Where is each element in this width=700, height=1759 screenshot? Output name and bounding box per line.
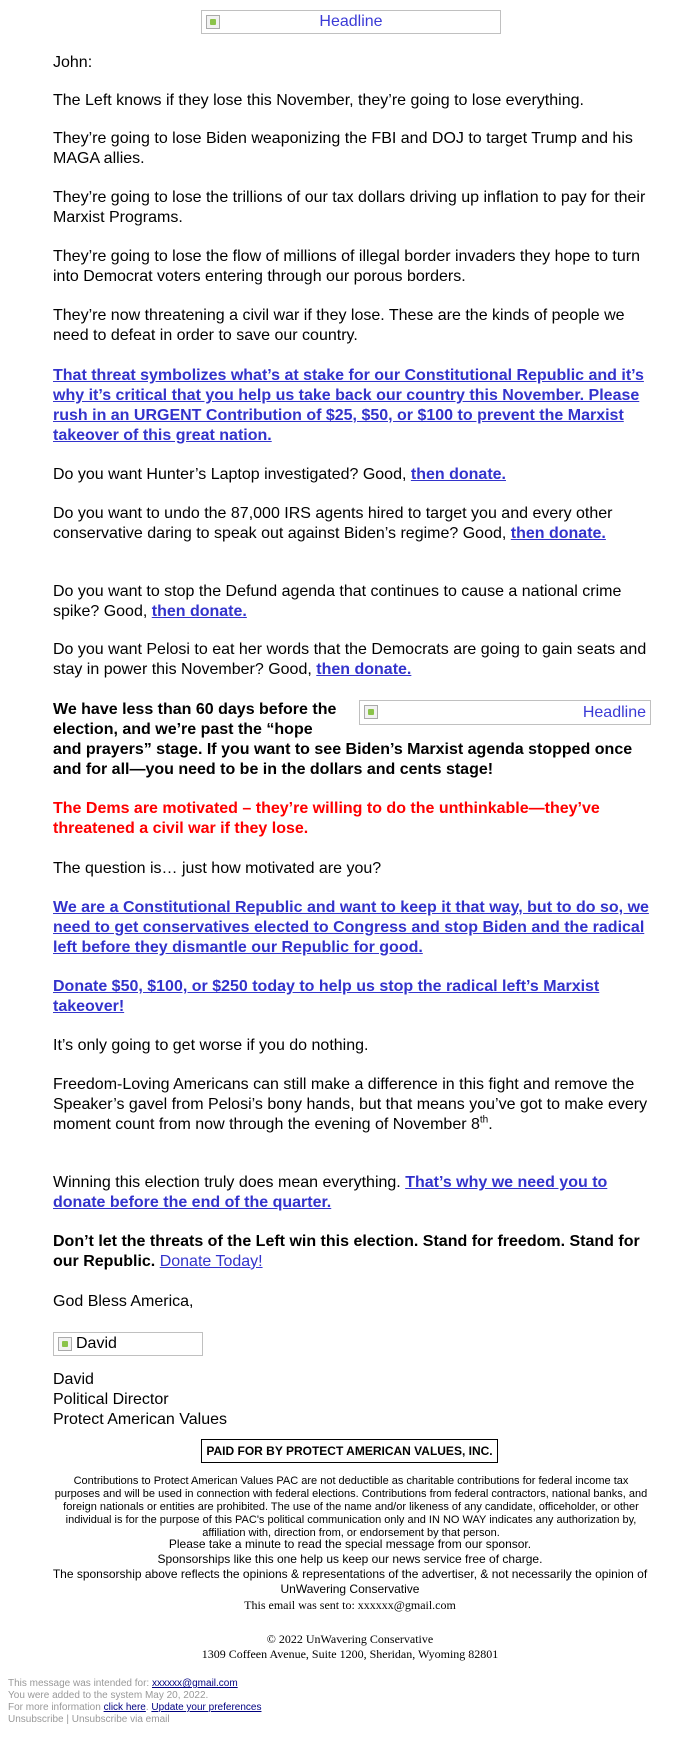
freedom-paragraph: [53, 1075, 653, 1135]
footer-unsubscribe: [8, 1714, 408, 1726]
signature-title: Political Director: [53, 1391, 169, 1408]
link-paragraph-republic: [53, 898, 653, 958]
footer-separator: |: [63, 1714, 72, 1725]
sponsor-line-2: Sponsorships like this one help us keep our news service free of charge.: [157, 1552, 543, 1566]
quarter-donate-link[interactable]: That’s why we need you to donate before the end of the quarter.: [53, 1174, 608, 1211]
paragraph-5: They’re now threatening a civil war if they lose. These are the kinds of people we need to defeat in order to save our country.: [53, 307, 625, 344]
headline-image: [201, 10, 501, 34]
freedom-text: Freedom-Loving Americans can still make a difference in this fight and remove the Speaker’s gavel from Pelosi’s bony hands, but that means you’ve got to make every moment count from now through the evening of November 8: [53, 1076, 648, 1133]
signature-image: [53, 1332, 203, 1356]
republic-link[interactable]: We are a Constitutional Republic and want to keep it that way, but to do so, we need to get conservatives elected to Congress and stop Biden and the radical left before they dismantle our Republic for good.: [53, 899, 649, 956]
winning-text: Winning this election truly does mean everything.: [53, 1174, 401, 1191]
footer-added: You were added to the system May 20, 2022.: [8, 1690, 209, 1701]
donate-link-1[interactable]: then donate.: [410, 466, 506, 483]
intended-label: This message was intended for:: [8, 1678, 150, 1689]
final-bold-text: Don’t let the threats of the Left win this election. Stand for freedom. Stand for our Republic.: [53, 1233, 640, 1270]
freedom-superscript: th: [479, 1114, 489, 1126]
copyright-line: © 2022 UnWavering Conservative: [266, 1632, 434, 1646]
question-laptop: [53, 465, 653, 485]
click-here-link[interactable]: click here: [103, 1702, 146, 1713]
question-defund-text: Do you want to stop the Defund agenda that continues to cause a national crime spike? Good,: [53, 583, 622, 620]
side-headline-image-alt: Headline: [582, 704, 646, 721]
donate-amounts-link[interactable]: Donate $50, $100, or $250 today to help us stop the radical left’s Marxist takeover!: [53, 978, 600, 1015]
bold-block-text: We have less than 60 days before the election, and we’re past the “hope and prayers” stage. If you want to see Biden’s Marxist agenda stopped once and for all—you need to be in the dollars and cents stage!: [53, 701, 633, 778]
sent-to-line: This email was sent to: xxxxxx@gmail.com: [244, 1598, 456, 1612]
footer-intended: [8, 1678, 408, 1690]
link-paragraph-threat: [53, 366, 653, 446]
sponsor-line-1: Please take a minute to read the special message from our sponsor.: [168, 1537, 532, 1551]
red-block: The Dems are motivated – they’re willing to do the unthinkable—they’ve threatened a civil war if they lose.: [53, 800, 600, 837]
worse-paragraph: It’s only going to get worse if you do nothing.: [53, 1037, 369, 1054]
greeting: John:: [53, 54, 93, 71]
paragraph-3: They’re going to lose the trillions of our tax dollars driving up inflation to pay for their Marxist Programs.: [53, 189, 646, 226]
more-info-label: For more information: [8, 1702, 101, 1713]
donate-link-3[interactable]: then donate.: [151, 603, 247, 620]
sponsor-line-3: The sponsorship above reflects the opinions & representations of the advertiser, & not necessarily the opinion of UnWavering Conservative: [52, 1567, 648, 1596]
donate-link-2[interactable]: then donate.: [510, 525, 606, 542]
question-pelosi-text: Do you want Pelosi to eat her words that the Democrats are going to gain seats and stay in power this November? Good,: [53, 641, 647, 678]
broken-image-icon: [206, 15, 220, 29]
question-motivated: The question is… just how motivated are you?: [53, 860, 382, 877]
question-defund: [53, 582, 653, 622]
paragraph-2: They’re going to lose Biden weaponizing the FBI and DOJ to target Trump and his MAGA allies.: [53, 130, 633, 167]
final-paragraph: [53, 1232, 653, 1272]
paragraph-1: The Left knows if they lose this November, they’re going to lose everything.: [53, 92, 584, 109]
winning-paragraph: [53, 1173, 653, 1213]
unsubscribe-email-link[interactable]: Unsubscribe via email: [71, 1714, 170, 1725]
question-laptop-text: Do you want Hunter’s Laptop investigated? Good,: [53, 466, 407, 483]
link-paragraph-donate: [53, 977, 653, 1017]
question-irs: [53, 504, 653, 544]
update-preferences-link[interactable]: Update your preferences: [151, 1702, 262, 1713]
question-pelosi: [53, 640, 653, 680]
freedom-end: .: [488, 1116, 493, 1133]
address-line: 1309 Coffeen Avenue, Suite 1200, Sheridan, Wyoming 82801: [201, 1647, 499, 1661]
intended-email-link[interactable]: xxxxxx@gmail.com: [151, 1678, 238, 1689]
question-irs-text: Do you want to undo the 87,000 IRS agents hired to target you and every other conservative daring to speak out against Biden’s regime? Good,: [53, 505, 613, 542]
blessing: God Bless America,: [53, 1293, 194, 1310]
urgent-contribution-link[interactable]: That threat symbolizes what’s at stake for our Constitutional Republic and it’s why it’s critical that you help us take back our country this November. Please rush in an URGENT Contribution of $25, $50, or $100 to prevent the Marxist takeover of this great nation.: [53, 367, 644, 444]
paid-for-box: PAID FOR BY PROTECT AMERICAN VALUES, INC.: [201, 1439, 498, 1463]
broken-image-icon: [58, 1337, 72, 1351]
legal-disclaimer: Contributions to Protect American Values PAC are not deductible as charitable contributions for federal income tax purposes and will be used in connection with federal elections. Contributions from federal contractors, national banks, and foreign nationals or entities are prohibited. The use of the name and/or likeness of any candidate, officeholder, or other individual is for the purpose of this PAC's political communication only and IN NO WAY indicates any authorization by, affiliation with, direction from, or endorsement by that person.: [54, 1475, 648, 1539]
footer-more-info: For more information click here. Update your preferences: [8, 1702, 262, 1713]
donate-today-link[interactable]: Donate Today!: [159, 1253, 263, 1270]
signature-name: David: [53, 1371, 94, 1388]
unsubscribe-link[interactable]: Unsubscribe: [8, 1714, 64, 1725]
signature-image-alt: David: [76, 1335, 117, 1352]
signature-org: Protect American Values: [53, 1411, 228, 1428]
paragraph-4: They’re going to lose the flow of millions of illegal border invaders they hope to turn into Democrat voters entering through our porous borders.: [53, 248, 640, 285]
bold-block: [53, 700, 653, 780]
headline-image-alt: Headline: [319, 13, 383, 30]
donate-link-4[interactable]: then donate.: [316, 661, 412, 678]
